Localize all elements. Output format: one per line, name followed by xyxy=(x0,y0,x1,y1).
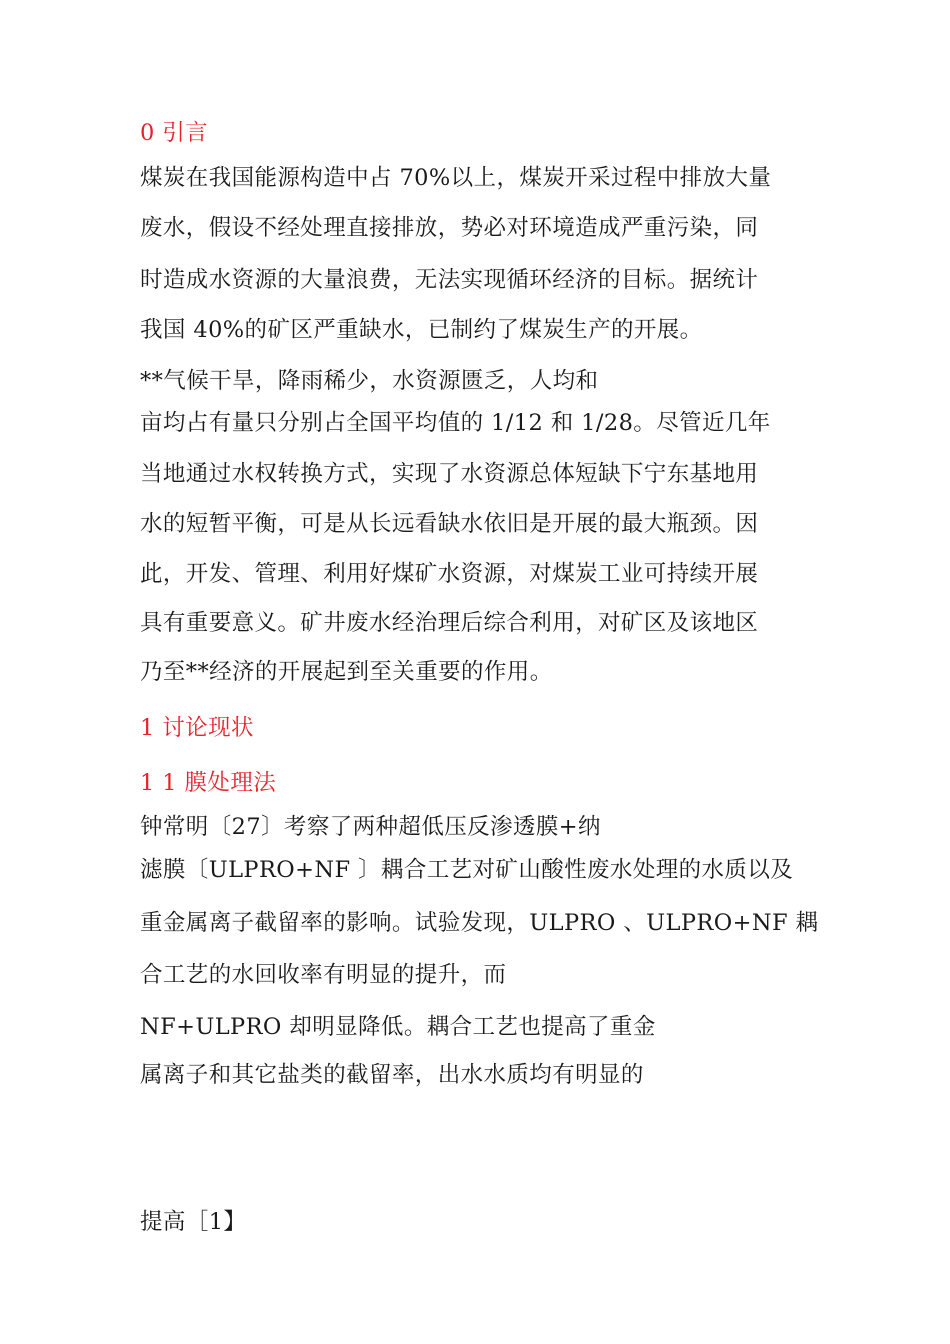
paragraph-line: 合工艺的水回收率有明显的提升，而 xyxy=(140,962,507,988)
paragraph-line: 此，开发、管理、利用好煤矿水资源，对煤炭工业可持续开展 xyxy=(140,561,759,587)
paragraph-line: 煤炭在我国能源构造中占 70%以上，煤炭开采过程中排放大量 xyxy=(140,165,772,191)
section-heading-status: 1 讨论现状 xyxy=(140,715,254,741)
paragraph-line: 亩均占有量只分别占全国平均值的 1/12 和 1/28。尽管近几年 xyxy=(140,410,771,436)
paragraph-line: 废水，假设不经处理直接排放，势必对环境造成严重污染，同 xyxy=(140,215,759,241)
paragraph-line: NF+ULPRO 却明显降低。耦合工艺也提高了重金 xyxy=(140,1014,656,1040)
paragraph-line: 钟常明〔27〕考察了两种超低压反渗透膜+纳 xyxy=(140,814,601,840)
paragraph-line: 水的短暂平衡，可是从长远看缺水依旧是开展的最大瓶颈。因 xyxy=(140,511,759,537)
paragraph-line: 属离子和其它盐类的截留率，出水水质均有明显的 xyxy=(140,1062,644,1088)
paragraph-line: 具有重要意义。矿井废水经治理后综合利用，对矿区及该地区 xyxy=(140,610,759,636)
paragraph-line: 时造成水资源的大量浪费，无法实现循环经济的目标。据统计 xyxy=(140,267,759,293)
paragraph-line: 乃至**经济的开展起到至关重要的作用。 xyxy=(140,659,553,685)
subsection-heading-membrane: 1 1 膜处理法 xyxy=(140,770,277,796)
paragraph-line: **气候干旱，降雨稀少，水资源匮乏，人均和 xyxy=(140,368,599,394)
paragraph-line: 滤膜〔ULPRO+NF 〕耦合工艺对矿山酸性废水处理的水质以及 xyxy=(140,857,794,883)
section-heading-intro: 0 引言 xyxy=(140,120,209,146)
paragraph-line: 重金属离子截留率的影响。试验发现，ULPRO 、ULPRO+NF 耦 xyxy=(140,910,819,936)
paragraph-line: 我国 40%的矿区严重缺水，已制约了煤炭生产的开展。 xyxy=(140,317,703,343)
paragraph-line: 提高［1】 xyxy=(140,1209,247,1235)
paragraph-line: 当地通过水权转换方式，实现了水资源总体短缺下宁东基地用 xyxy=(140,461,759,487)
